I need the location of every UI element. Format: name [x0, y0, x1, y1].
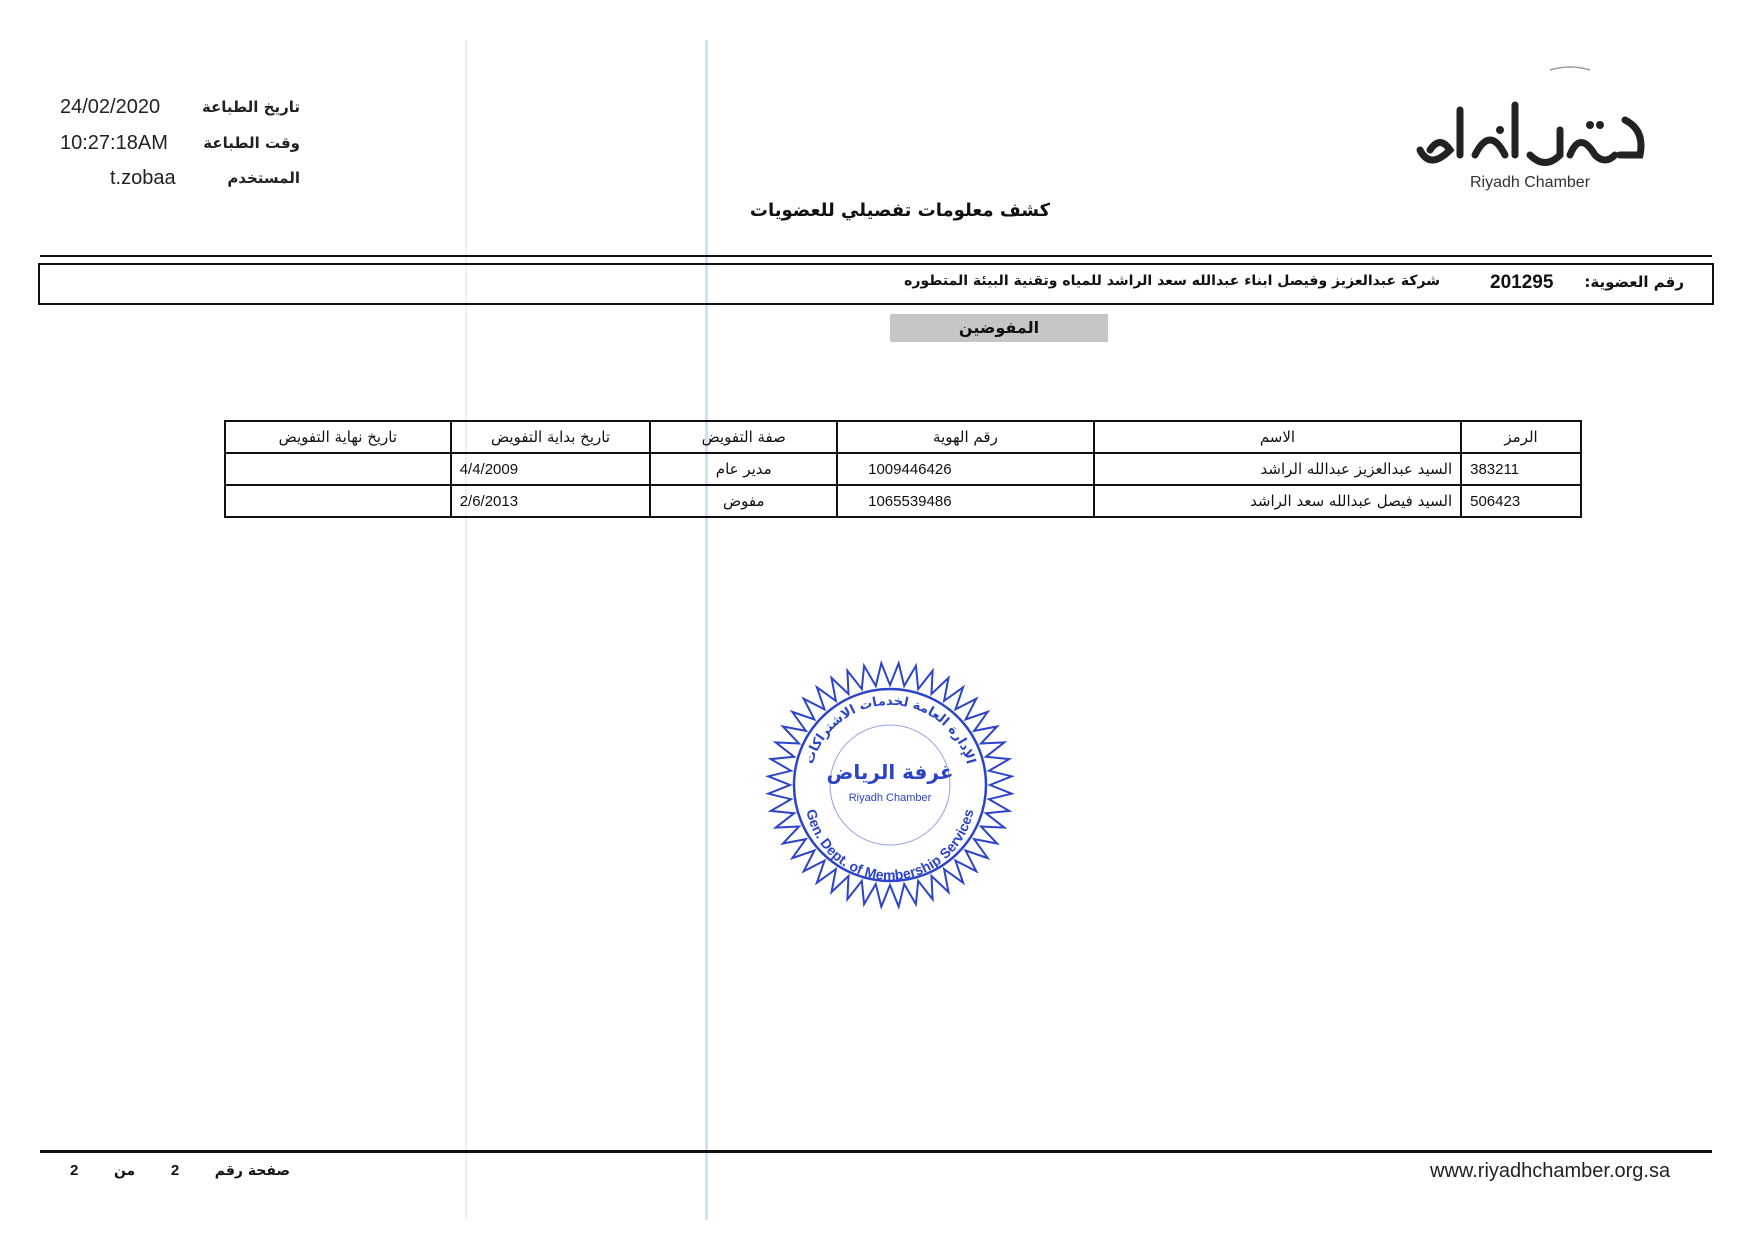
cell-capacity: مدير عام [650, 453, 837, 485]
col-code: الرمز [1461, 421, 1581, 453]
print-time-label: وقت الطباعة [203, 134, 300, 152]
logo-caption: Riyadh Chamber [1469, 174, 1591, 191]
membership-box [38, 263, 1714, 305]
section-title: المفوضين [890, 314, 1108, 342]
page-title: كشف معلومات تفصيلي للعضويات [749, 200, 1051, 221]
print-time: 10:27:18AM [60, 131, 168, 154]
table-header-row [225, 421, 1581, 453]
stamp-logo: غرفة الرياض [826, 760, 954, 784]
cell-code: 383211 [1461, 453, 1581, 485]
official-stamp [760, 655, 1020, 915]
header-divider [40, 255, 1712, 257]
cell-code: 506423 [1461, 485, 1581, 517]
cell-id: 1065539486 [837, 485, 1094, 517]
cell-end-date [225, 453, 451, 485]
print-date-label: تاريخ الطباعة [201, 98, 300, 116]
user-label: المستخدم [227, 169, 300, 187]
col-end-date: تاريخ نهاية التفويض [225, 421, 451, 453]
membership-number: 201295 [1490, 272, 1554, 293]
cell-id: 1009446426 [837, 453, 1094, 485]
cell-start-date: 4/4/2009 [451, 453, 651, 485]
cell-capacity: مفوض [650, 485, 837, 517]
col-start-date: تاريخ بداية التفويض [451, 421, 651, 453]
svg-text:الإدارة العامة لخدمات الاشتراك [802, 694, 978, 766]
company-name: شركة عبدالعزيز وفيصل ابناء عبدالله سعد الراشد للمياه وتقنية البيئة المتطوره [904, 273, 1440, 289]
col-id: رقم الهوية [837, 421, 1094, 453]
table-row [225, 453, 1581, 485]
membership-label: رقم العضوية: [1584, 273, 1684, 291]
page-number: 2 [170, 1162, 180, 1179]
page-indicator [70, 1162, 290, 1179]
page-label: صفحة رقم [214, 1162, 290, 1179]
cell-name: السيد عبدالعزيز عبدالله الراشد [1094, 453, 1461, 485]
print-date-row [60, 92, 300, 122]
delegates-table [224, 420, 1582, 518]
footer-url: www.riyadhchamber.org.sa [1430, 1160, 1671, 1182]
col-name: الاسم [1094, 421, 1461, 453]
page-total: 2 [70, 1162, 79, 1179]
print-date: 24/02/2020 [60, 95, 161, 118]
cell-end-date [225, 485, 451, 517]
col-capacity: صفة التفويض [650, 421, 837, 453]
table-row [225, 485, 1581, 517]
user-name: t.zobaa [110, 166, 176, 189]
stamp-english-arc: Gen. Dept. of Membership Services [803, 807, 977, 884]
user-row [60, 163, 300, 193]
scan-artifact-faint [465, 40, 467, 1220]
print-time-row [60, 128, 300, 158]
stamp-caption: Riyadh Chamber [848, 792, 932, 804]
cell-name: السيد فيصل عبدالله سعد الراشد [1094, 485, 1461, 517]
stamp-arabic-arc: الإدارة العامة لخدمات الاشتراكات [801, 693, 978, 766]
of-label: من [113, 1162, 136, 1179]
footer-divider [40, 1150, 1712, 1153]
cell-start-date: 2/6/2013 [451, 485, 651, 517]
